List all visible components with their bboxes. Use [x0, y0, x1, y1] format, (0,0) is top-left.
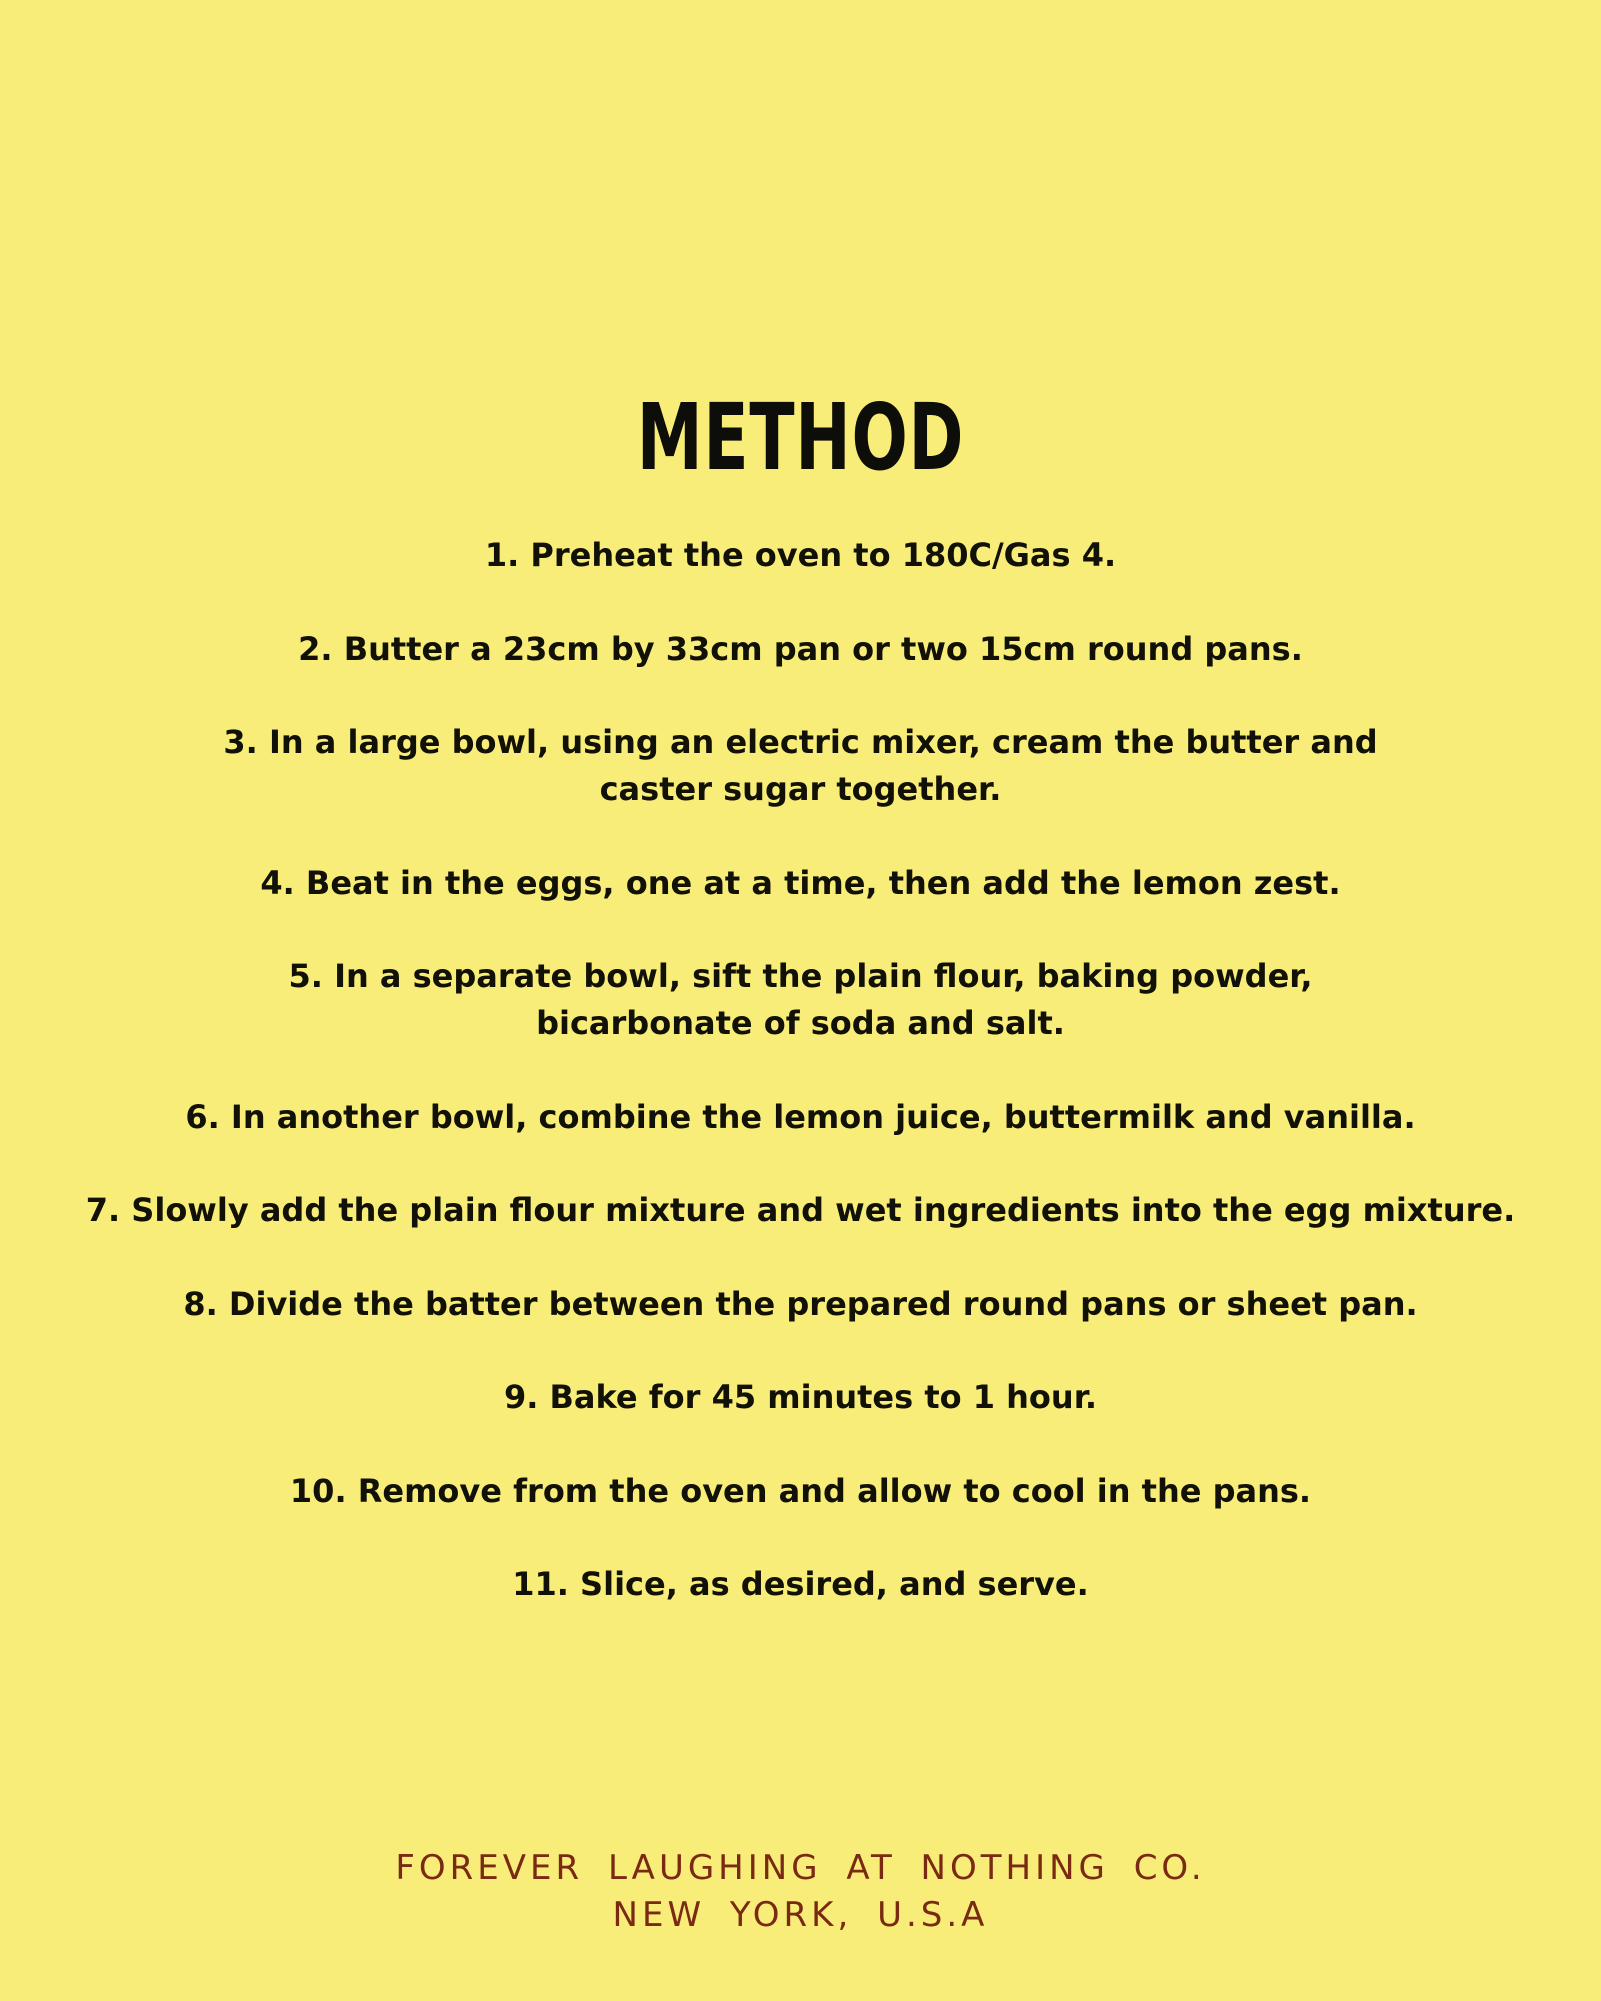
method-step [0, 1561, 1601, 1608]
method-step [0, 532, 1601, 579]
company-location: NEW YORK, U.S.A [612, 1895, 989, 1935]
method-step-text: 1. Preheat the oven to 180C/Gas 4. [484, 536, 1117, 574]
method-step-text: 5. In a separate bowl, sift the plain flour, baking powder, [288, 957, 1313, 995]
method-step [0, 1468, 1601, 1515]
page-title: METHOD [636, 384, 965, 491]
method-step-text: 9. Bake for 45 minutes to 1 hour. [503, 1378, 1098, 1416]
method-step [0, 719, 1601, 813]
method-step-text-continued: caster sugar together. [599, 770, 1002, 808]
method-step-text: 10. Remove from the oven and allow to cool in the pans. [289, 1471, 1312, 1510]
method-step-text: 6. In another bowl, combine the lemon juice, buttermilk and vanilla. [185, 1097, 1416, 1136]
method-step [0, 1094, 1601, 1141]
method-step-text: 7. Slowly add the plain flour mixture and wet ingredients into the egg mixture. [85, 1191, 1516, 1229]
company-name: FOREVER LAUGHING AT NOTHING CO. [395, 1848, 1206, 1888]
method-step [0, 953, 1601, 1047]
method-step [0, 1374, 1601, 1421]
method-step [0, 1187, 1601, 1234]
method-steps-list [0, 532, 1601, 1655]
method-step [0, 1281, 1601, 1328]
method-step-text: 11. Slice, as desired, and serve. [512, 1565, 1089, 1603]
method-step-text: 8. Divide the batter between the prepared round pans or sheet pan. [183, 1284, 1418, 1323]
method-step [0, 626, 1601, 673]
method-step-text: 3. In a large bowl, using an electric mixer, cream the butter and [223, 723, 1378, 761]
company-footer [0, 1845, 1601, 1939]
method-step-text: 4. Beat in the eggs, one at a time, then add the lemon zest. [260, 863, 1341, 902]
method-step-text-continued: bicarbonate of soda and salt. [536, 1004, 1065, 1042]
method-step [0, 860, 1601, 907]
method-step-text: 2. Butter a 23cm by 33cm pan or two 15cm round pans. [298, 629, 1303, 668]
